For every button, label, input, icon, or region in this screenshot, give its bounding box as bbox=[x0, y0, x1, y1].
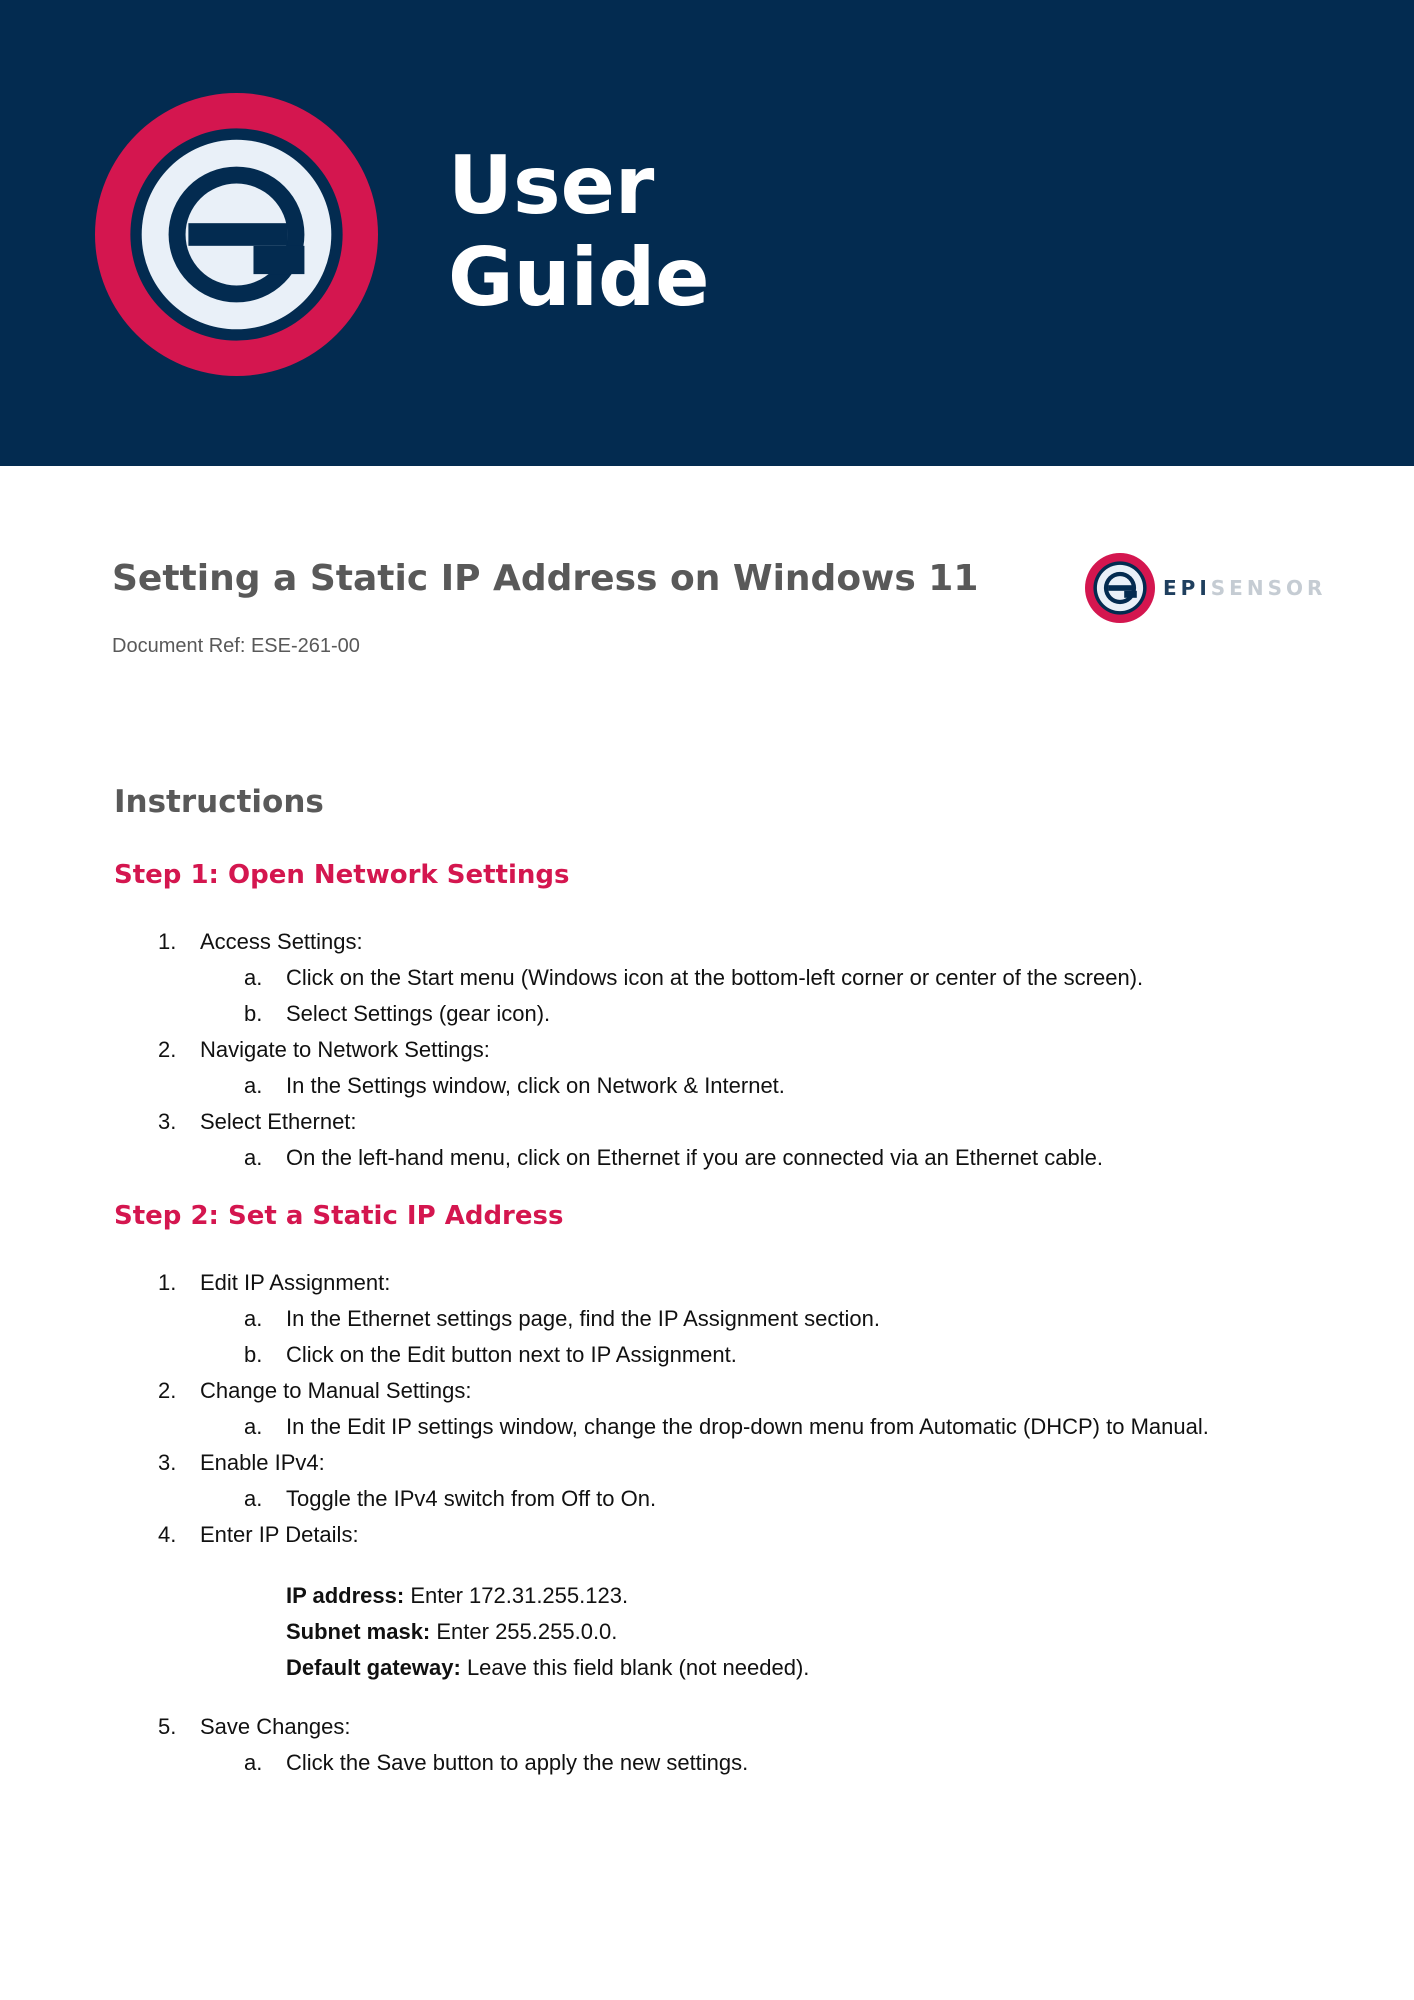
sub-letter: a. bbox=[244, 965, 263, 990]
list-number: 2. bbox=[158, 1378, 177, 1403]
sub-letter: a. bbox=[244, 1073, 263, 1098]
sub-letter: a. bbox=[244, 1414, 263, 1439]
step2-heading: Step 2: Set a Static IP Address bbox=[114, 1201, 564, 1231]
list-number: 3. bbox=[158, 1450, 177, 1475]
detail-text: Enter 172.31.255.123. bbox=[404, 1583, 629, 1608]
episensor-e-logo-icon bbox=[1085, 553, 1155, 623]
sub-item: In the Ethernet settings page, find the IP Assignment section. bbox=[286, 1306, 880, 1331]
sub-item: Toggle the IPv4 switch from Off to On. bbox=[286, 1486, 657, 1511]
list-item: Enable IPv4: bbox=[200, 1450, 325, 1475]
sub-item: In the Settings window, click on Network & Internet. bbox=[286, 1073, 785, 1098]
sub-item: Click the Save button to apply the new settings. bbox=[286, 1750, 749, 1775]
list-item: Enter IP Details: bbox=[200, 1522, 359, 1547]
sub-item: Click on the Start menu (Windows icon at the bottom-left corner or center of the screen). bbox=[286, 965, 1144, 990]
list-number: 1. bbox=[158, 929, 177, 954]
brand-word-epi: EPI bbox=[1163, 576, 1211, 600]
sub-item: Click on the Edit button next to IP Assignment. bbox=[286, 1342, 737, 1367]
banner-title-line1: User bbox=[448, 139, 655, 232]
ip-address-detail bbox=[286, 1582, 628, 1610]
sub-item: In the Edit IP settings window, change the drop-down menu from Automatic (DHCP) to Manual. bbox=[286, 1414, 1209, 1439]
episensor-e-logo-icon bbox=[95, 93, 378, 376]
default-gateway-detail bbox=[286, 1654, 809, 1682]
subnet-mask-detail bbox=[286, 1618, 617, 1646]
list-item: Select Ethernet: bbox=[200, 1109, 357, 1134]
document-ref: Document Ref: ESE-261-00 bbox=[112, 635, 360, 657]
episensor-brand-logo bbox=[1085, 552, 1327, 624]
detail-label: Default gateway: bbox=[286, 1655, 461, 1680]
brand-wordmark bbox=[1163, 576, 1326, 600]
header-banner bbox=[0, 0, 1414, 466]
detail-text: Leave this field blank (not needed). bbox=[460, 1655, 810, 1680]
sub-item: Select Settings (gear icon). bbox=[286, 1001, 551, 1026]
step1-heading: Step 1: Open Network Settings bbox=[114, 860, 570, 890]
list-item: Edit IP Assignment: bbox=[200, 1270, 391, 1295]
list-number: 1. bbox=[158, 1270, 177, 1295]
list-item: Change to Manual Settings: bbox=[200, 1378, 472, 1403]
instructions-heading: Instructions bbox=[114, 784, 324, 820]
brand-word-sensor: SENSOR bbox=[1210, 576, 1327, 600]
list-number: 5. bbox=[158, 1714, 177, 1739]
list-item: Access Settings: bbox=[200, 929, 363, 954]
detail-label: Subnet mask: bbox=[286, 1619, 431, 1644]
sub-item: On the left-hand menu, click on Ethernet if you are connected via an Ethernet cable. bbox=[286, 1145, 1103, 1170]
list-number: 2. bbox=[158, 1037, 177, 1062]
sub-letter: a. bbox=[244, 1750, 263, 1775]
sub-letter: b. bbox=[244, 1001, 263, 1026]
list-item: Navigate to Network Settings: bbox=[200, 1037, 490, 1062]
detail-label: IP address: bbox=[286, 1583, 405, 1608]
sub-letter: a. bbox=[244, 1306, 263, 1331]
sub-letter: b. bbox=[244, 1342, 263, 1367]
detail-text: Enter 255.255.0.0. bbox=[430, 1619, 618, 1644]
banner-title bbox=[448, 140, 710, 324]
document-title: Setting a Static IP Address on Windows 11 bbox=[112, 558, 979, 599]
list-item: Save Changes: bbox=[200, 1714, 351, 1739]
list-number: 4. bbox=[158, 1522, 177, 1547]
sub-letter: a. bbox=[244, 1486, 263, 1511]
list-number: 3. bbox=[158, 1109, 177, 1134]
banner-title-line2: Guide bbox=[448, 231, 710, 324]
sub-letter: a. bbox=[244, 1145, 263, 1170]
